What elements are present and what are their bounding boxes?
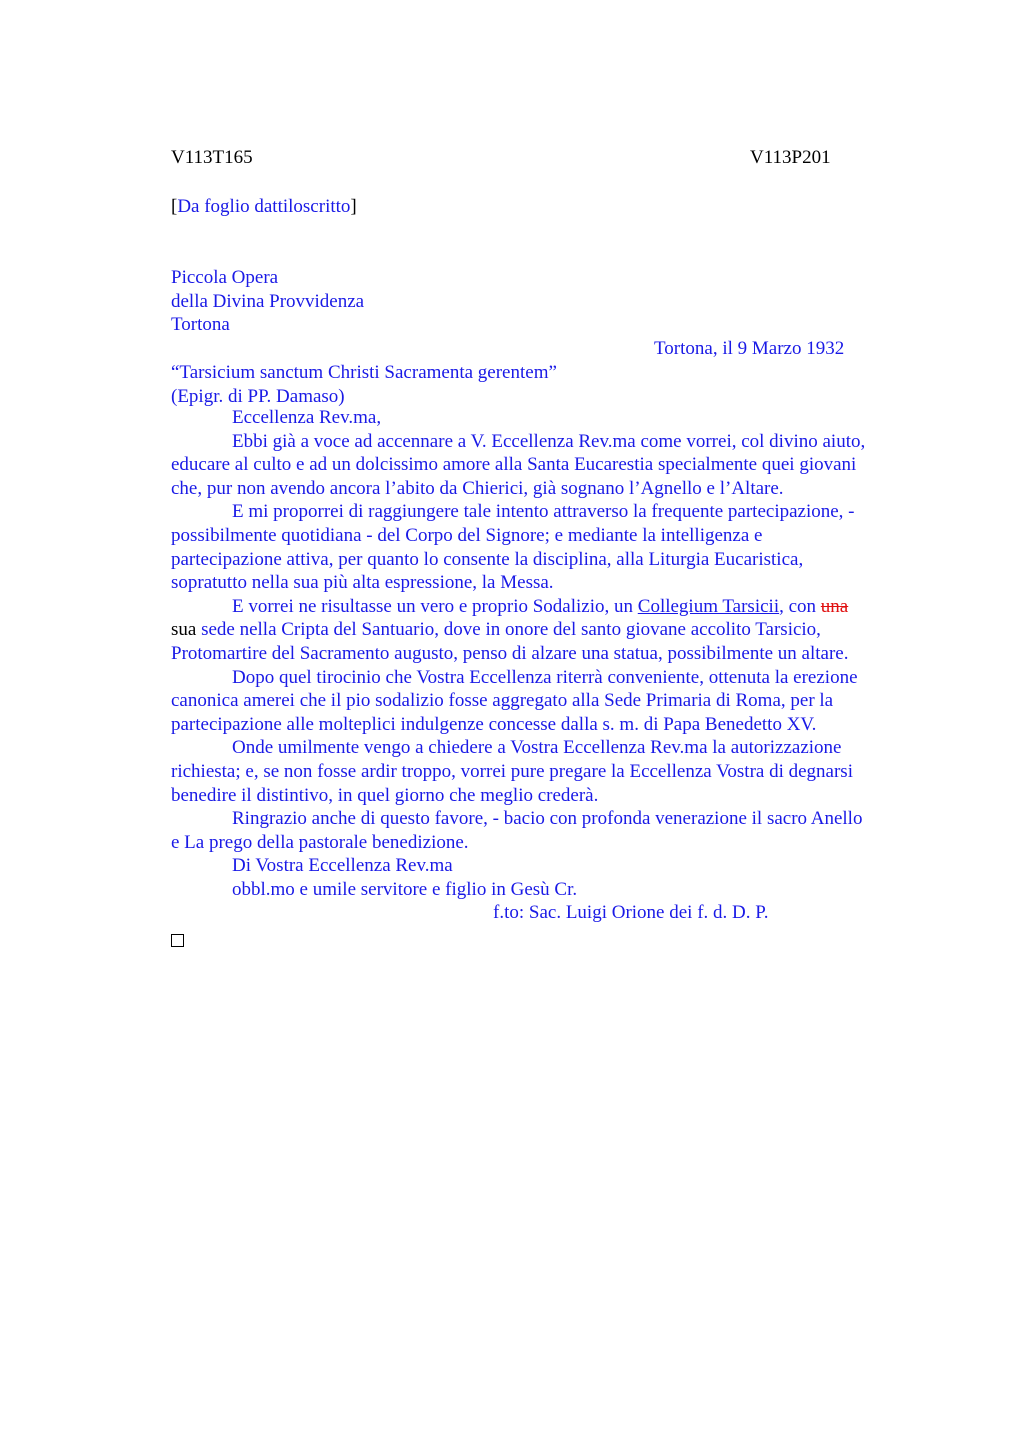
- epigraph-quote: “Tarsicium sanctum Christi Sacramenta gerentem”: [171, 362, 557, 383]
- paragraph-2-line-4: sopratutto nella sua più alta espressione, la Messa.: [171, 572, 554, 594]
- deleted-word: una: [820, 595, 849, 617]
- paragraph-2-line-3: partecipazione attiva, per quanto lo consente la disciplina, alla Liturgia Eucaristica,: [171, 548, 804, 570]
- paragraph-3-text-a: E vorrei ne risultasse un vero e proprio Sodalizio, un: [232, 595, 638, 617]
- closing-line-1: Di Vostra Eccellenza Rev.ma: [232, 855, 453, 877]
- paragraph-3-line-1: [171, 595, 931, 619]
- paragraph-1-line-2: educare al culto e ad un dolcissimo amore alla Santa Eucarestia specialmente quei giovani: [171, 454, 857, 476]
- source-note: [171, 195, 357, 219]
- signature: f.to: Sac. Luigi Orione dei f. d. D. P.: [493, 902, 769, 924]
- paragraph-6-line-1: Ringrazio anche di questo favore, - bacio con profonda venerazione il sacro Anello: [232, 808, 863, 830]
- paragraph-5-line-1: Onde umilmente vengo a chiedere a Vostra Eccellenza Rev.ma la autorizzazione: [232, 737, 842, 759]
- sender-line-3: Tortona: [171, 314, 230, 336]
- document-code-right: V113P201: [750, 147, 831, 168]
- empty-square-icon: [171, 934, 184, 947]
- paragraph-2-line-1: E mi proporrei di raggiungere tale intento attraverso la frequente partecipazione, -: [232, 501, 855, 523]
- paragraph-4-line-1: Dopo quel tirocinio che Vostra Eccellenza riterrà conveniente, ottenuta la erezione: [232, 666, 858, 688]
- document-code-left: V113T165: [171, 147, 253, 168]
- epigraph-source: (Epigr. di PP. Damaso): [171, 385, 345, 407]
- salutation: Eccellenza Rev.ma,: [232, 407, 382, 428]
- paragraph-4-line-2: canonica amerei che il pio sodalizio fosse aggregato alla Sede Primaria di Roma, per la: [171, 690, 834, 712]
- paragraph-5-line-2: richiesta; e, se non fosse ardir troppo, vorrei pure pregare la Eccellenza Vostra di degnarsi: [171, 760, 853, 782]
- paragraph-1-line-3: che, pur non avendo ancora l’abito da Chierici, già sognano l’Agnello e l’Altare.: [171, 477, 784, 499]
- paragraph-3-text-c: sede nella Cripta del Santuario, dove in onore del santo giovane accolito Tarsicio,: [196, 619, 821, 641]
- sender-line-2: della Divina Provvidenza: [171, 290, 365, 312]
- paragraph-1-line-1: Ebbi già a voce ad accennare a V. Eccellenza Rev.ma come vorrei, col divino aiuto,: [232, 430, 866, 452]
- letter-body: [171, 406, 931, 925]
- paragraph-5-line-3: benedire il distintivo, in quel giorno che meglio crederà.: [171, 784, 599, 806]
- closing-line-2: obbl.mo e umile servitore e figlio in Gesù Cr.: [232, 878, 578, 900]
- paragraph-3-line-2: [171, 618, 931, 642]
- paragraph-2-line-2: possibilmente quotidiana - del Corpo del Signore; e mediante la intelligenza e: [171, 524, 763, 546]
- paragraph-4-line-3: partecipazione alle molteplici indulgenze concesse dalla s. m. di Papa Benedetto XV.: [171, 713, 817, 735]
- sender-line-1: Piccola Opera: [171, 267, 279, 288]
- source-bracket-open: [: [171, 196, 178, 217]
- paragraph-3-text-b: , con: [779, 595, 821, 617]
- letter-date: Tortona, il 9 Marzo 1932: [654, 338, 845, 359]
- collegium-tarsicii-link[interactable]: Collegium Tarsicii: [637, 595, 780, 617]
- paragraph-3-line-3: Protomartire del Sacramento augusto, penso di alzare una statua, possibilmente un altare.: [171, 642, 849, 664]
- source-text: Da foglio dattiloscritto: [177, 196, 351, 217]
- source-bracket-close: ]: [350, 196, 357, 217]
- paragraph-6-line-2: e La prego della pastorale benedizione.: [171, 831, 469, 853]
- inserted-word: sua: [171, 619, 197, 641]
- document-page: [171, 0, 931, 1450]
